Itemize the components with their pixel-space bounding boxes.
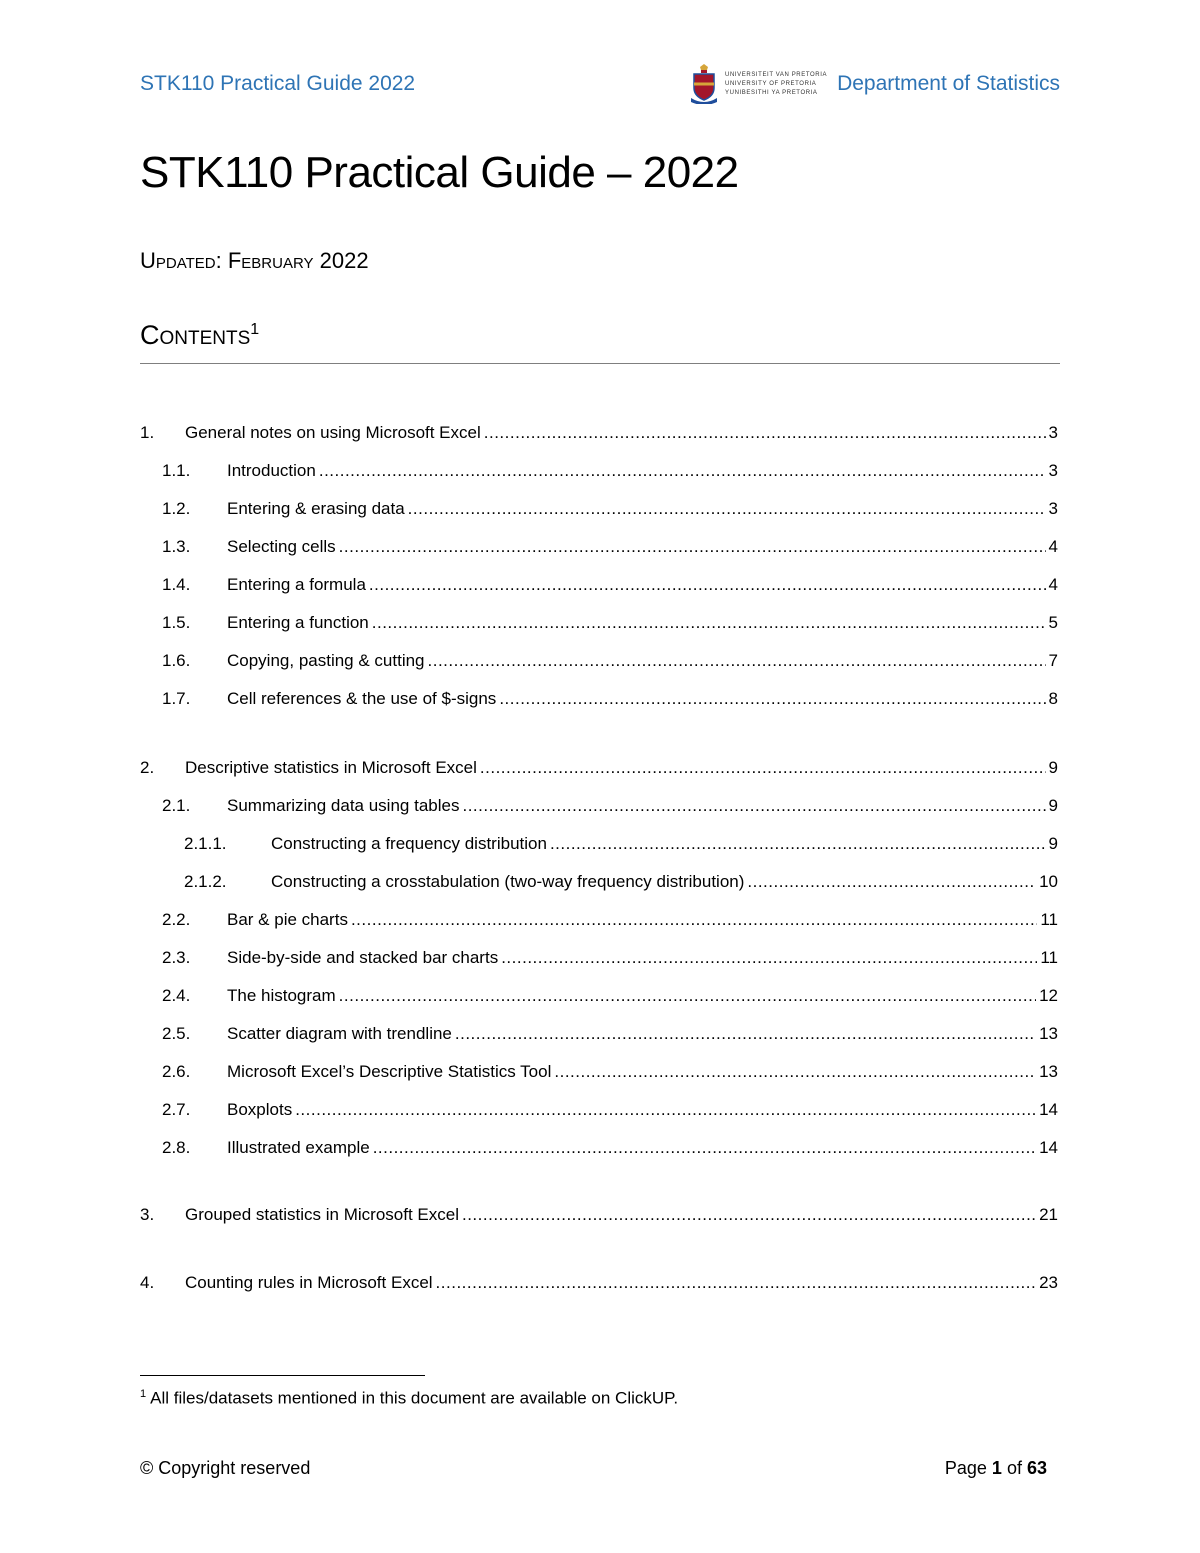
toc-dot-leader (462, 794, 1045, 818)
toc-entry-title: Microsoft Excel’s Descriptive Statistics Tool (227, 1062, 552, 1081)
toc-dot-leader (428, 649, 1046, 673)
contents-heading-text: Contents (140, 320, 251, 350)
toc-entry[interactable] (140, 1203, 1058, 1227)
toc-entry-number: 2.6. (162, 1062, 191, 1081)
toc-entry-title: Entering & erasing data (227, 499, 405, 518)
toc-dot-leader (436, 1271, 1037, 1295)
toc-entry-number: 2.8. (162, 1138, 191, 1157)
toc-entry-title: The histogram (227, 986, 336, 1005)
toc-entry-title: Entering a formula (227, 575, 366, 594)
toc-entry-title: Grouped statistics in Microsoft Excel (185, 1205, 459, 1224)
toc-entry-title: Constructing a crosstabulation (two-way frequency distribution) (271, 872, 745, 891)
toc-entry-number: 2.5. (162, 1024, 191, 1043)
toc-entry-number: 2.1. (162, 796, 191, 815)
toc-entry-page: 11 (1040, 910, 1058, 929)
toc-dot-leader (499, 687, 1045, 711)
toc-entry-number: 2.3. (162, 948, 191, 967)
toc-entry-number: 2.1.2. (184, 872, 227, 891)
university-line: YUNIBESITHI YA PRETORIA (725, 89, 818, 96)
header-right (691, 64, 1060, 104)
toc-entry-page: 8 (1048, 689, 1058, 708)
toc-entry[interactable] (140, 1098, 1058, 1122)
university-crest-icon (691, 64, 717, 104)
footnote-text: All files/datasets mentioned in this document are available on ClickUP. (150, 1388, 679, 1408)
toc-entry[interactable] (140, 794, 1058, 818)
toc-entry-title: Summarizing data using tables (227, 796, 460, 815)
toc-entry[interactable] (140, 832, 1058, 856)
page-current: 1 (991, 1458, 1002, 1478)
toc-entry[interactable] (140, 459, 1058, 483)
toc-entry-title: Side-by-side and stacked bar charts (227, 948, 499, 967)
toc-dot-leader (550, 832, 1046, 856)
toc-entry-title: Illustrated example (227, 1138, 370, 1157)
toc-entry-page: 12 (1039, 986, 1058, 1005)
toc-entry[interactable] (140, 1022, 1058, 1046)
toc-dot-leader (351, 908, 1037, 932)
toc-entry-number: 1.7. (162, 689, 191, 708)
university-line: UNIVERSITEIT VAN PRETORIA (725, 71, 828, 78)
contents-heading (140, 320, 259, 351)
toc-dot-leader (369, 573, 1046, 597)
toc-entry-page: 10 (1039, 872, 1058, 891)
toc-entry-page: 3 (1048, 461, 1058, 480)
footnote (140, 1388, 678, 1409)
toc-entry[interactable] (140, 687, 1058, 711)
toc-entry-number: 2.1.1. (184, 834, 227, 853)
toc-dot-leader (372, 611, 1046, 635)
footnote-separator (140, 1375, 425, 1376)
toc-entry-page: 3 (1048, 499, 1058, 518)
page-total: 63 (1026, 1458, 1047, 1478)
toc-entry[interactable] (140, 870, 1058, 894)
toc-entry[interactable] (140, 1136, 1058, 1160)
toc-dot-leader (484, 421, 1046, 445)
toc-entry-page: 7 (1048, 651, 1058, 670)
toc-entry-number: 1.1. (162, 461, 191, 480)
toc-entry-title: Selecting cells (227, 537, 336, 556)
toc-entry-page: 9 (1048, 834, 1058, 853)
toc-entry[interactable] (140, 649, 1058, 673)
toc-entry-title: Counting rules in Microsoft Excel (185, 1273, 433, 1292)
toc-entry-page: 5 (1048, 613, 1058, 632)
toc-entry-title: Cell references & the use of $-signs (227, 689, 497, 708)
toc-entry[interactable] (140, 1060, 1058, 1084)
toc-entry-number: 1.6. (162, 651, 191, 670)
toc-entry-number: 2.2. (162, 910, 191, 929)
toc-dot-leader (339, 535, 1046, 559)
toc-entry-title: Entering a function (227, 613, 369, 632)
department-name: Department of Statistics (837, 72, 1060, 95)
toc-entry-title: Copying, pasting & cutting (227, 651, 425, 670)
toc-dot-leader (554, 1060, 1036, 1084)
toc-dot-leader (339, 984, 1036, 1008)
toc-entry-page: 21 (1039, 1205, 1058, 1224)
toc-entry[interactable] (140, 946, 1058, 970)
toc-entry-title: General notes on using Microsoft Excel (185, 423, 481, 442)
toc-entry-number: 2. (140, 758, 155, 777)
toc-entry-title: Scatter diagram with trendline (227, 1024, 452, 1043)
toc-entry-number: 1.2. (162, 499, 191, 518)
heading-underline (140, 363, 1060, 364)
document-title: STK110 Practical Guide – 2022 (140, 148, 739, 197)
toc-entry-page: 4 (1048, 537, 1058, 556)
toc-entry-page: 9 (1048, 758, 1058, 777)
footnote-mark: 1 (140, 1388, 147, 1400)
toc-entry[interactable] (140, 984, 1058, 1008)
toc-dot-leader (408, 497, 1046, 521)
toc-entry-page: 23 (1039, 1273, 1058, 1292)
toc-entry-page: 14 (1039, 1100, 1058, 1119)
copyright-notice: © Copyright reserved (140, 1458, 311, 1478)
toc-entry-page: 11 (1040, 948, 1058, 967)
toc-entry-number: 3. (140, 1205, 155, 1224)
footnote-reference: 1 (250, 321, 260, 338)
toc-entry-number: 1. (140, 423, 155, 442)
toc-entry-number: 2.4. (162, 986, 191, 1005)
toc-entry[interactable] (140, 908, 1058, 932)
toc-dot-leader (295, 1098, 1036, 1122)
toc-entry-page: 13 (1039, 1062, 1058, 1081)
toc-entry[interactable] (140, 421, 1058, 445)
toc-entry-number: 1.5. (162, 613, 191, 632)
toc-entry-page: 3 (1048, 423, 1058, 442)
toc-entry-page: 4 (1048, 575, 1058, 594)
toc-entry[interactable] (140, 573, 1058, 597)
header-left-title: STK110 Practical Guide 2022 (140, 72, 416, 95)
toc-entry[interactable] (140, 756, 1058, 780)
toc-entry-title: Bar & pie charts (227, 910, 348, 929)
updated-date: Updated: February 2022 (140, 248, 369, 273)
toc-dot-leader (747, 870, 1036, 894)
toc-entry[interactable] (140, 611, 1058, 635)
toc-entry-number: 4. (140, 1273, 155, 1292)
toc-entry-page: 9 (1048, 796, 1058, 815)
toc-entry-number: 1.3. (162, 537, 191, 556)
toc-entry-page: 14 (1039, 1138, 1058, 1157)
toc-dot-leader (373, 1136, 1036, 1160)
university-name (725, 72, 827, 97)
university-line: UNIVERSITY OF PRETORIA (725, 80, 817, 87)
toc-entry[interactable] (140, 1271, 1058, 1295)
page-number (945, 1458, 1047, 1479)
toc-entry-number: 2.7. (162, 1100, 191, 1119)
toc-entry[interactable] (140, 535, 1058, 559)
toc-dot-leader (319, 459, 1046, 483)
toc-dot-leader (462, 1203, 1036, 1227)
toc-entry[interactable] (140, 497, 1058, 521)
page-label: Page (944, 1458, 987, 1478)
toc-entry-title: Descriptive statistics in Microsoft Excel (185, 758, 477, 777)
toc-entry-title: Introduction (227, 461, 316, 480)
toc-dot-leader (455, 1022, 1036, 1046)
toc-entry-title: Boxplots (227, 1100, 293, 1119)
toc-dot-leader (480, 756, 1046, 780)
toc-entry-title: Constructing a frequency distribution (271, 834, 547, 853)
toc-entry-page: 13 (1039, 1024, 1058, 1043)
page-of: of (1006, 1458, 1022, 1478)
toc-dot-leader (501, 946, 1037, 970)
toc-entry-number: 1.4. (162, 575, 191, 594)
